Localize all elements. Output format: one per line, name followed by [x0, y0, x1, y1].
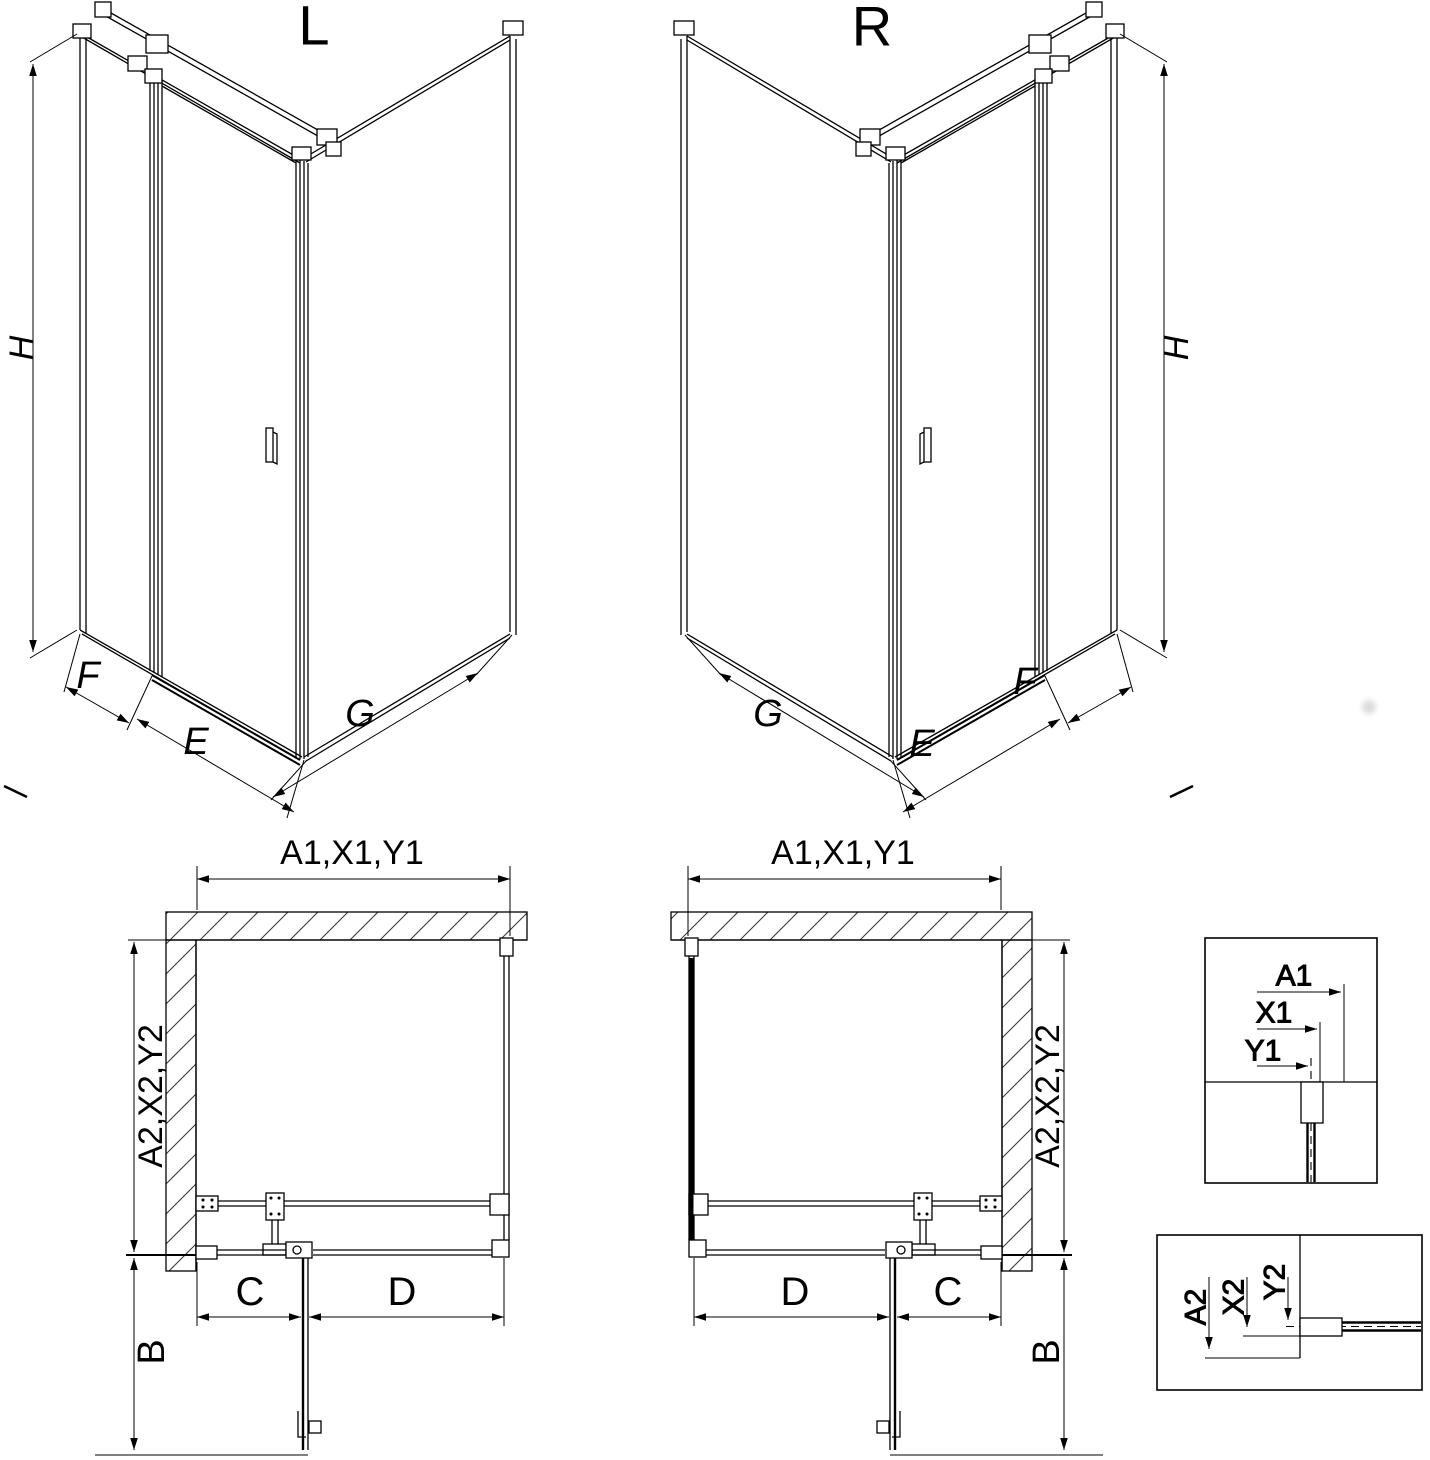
iso-left-dim-F-label: F	[76, 655, 100, 697]
detail-top-A1-label: A1	[1275, 959, 1313, 993]
iso-view-right	[674, 0, 1196, 818]
iso-right-title: R	[851, 0, 893, 58]
plan-right-dim-B-label: B	[1026, 1339, 1068, 1365]
plan-left-dim-D-label: D	[387, 1270, 417, 1314]
wall-hatch-side-left-plan	[166, 940, 196, 1271]
iso-right-dim-H-label: H	[1158, 335, 1196, 361]
detail-bottom-Y2-label: Y2	[1258, 1263, 1292, 1301]
iso-right-dim-G-label: G	[753, 693, 783, 735]
iso-view-left	[3, 0, 523, 818]
iso-left-dim-H-label: H	[3, 335, 41, 361]
wall-hatch-top-right-plan	[671, 912, 1032, 940]
plan-right-dim-D-label: D	[780, 1270, 810, 1314]
wall-hatch-side-right-plan	[1002, 940, 1032, 1271]
iso-right-dim-E-label: E	[909, 723, 935, 765]
wall-hatch-top-left-plan	[166, 912, 527, 940]
plan-left-dim-B-label: B	[131, 1339, 173, 1365]
detail-top-X1-label: X1	[1255, 996, 1293, 1030]
plan-right-dim-depth-label: A2,X2,Y2	[1029, 1024, 1067, 1168]
plan-right-dim-C-label: C	[933, 1270, 963, 1314]
plan-right-dim-width-label: A1,X1,Y1	[771, 834, 915, 872]
iso-left-dim-E-label: E	[183, 721, 209, 763]
detail-box-top	[1205, 938, 1377, 1183]
detail-bottom-A2-label: A2	[1179, 1288, 1213, 1326]
detail-box-bottom	[1157, 1235, 1422, 1390]
plan-left-dim-width-label: A1,X1,Y1	[280, 834, 424, 872]
plan-view-left	[95, 834, 527, 1455]
iso-left-title: L	[298, 0, 330, 57]
watermark-dot	[1362, 700, 1376, 714]
iso-right-dim-F-label: F	[1013, 661, 1037, 703]
plan-left-dim-depth-label: A2,X2,Y2	[132, 1024, 170, 1168]
detail-top-Y1-label: Y1	[1244, 1034, 1282, 1068]
detail-bottom-X2-label: X2	[1217, 1278, 1251, 1316]
iso-left-dim-G-label: G	[345, 693, 375, 735]
plan-left-dim-C-label: C	[235, 1270, 265, 1314]
plan-view-right	[671, 834, 1103, 1455]
